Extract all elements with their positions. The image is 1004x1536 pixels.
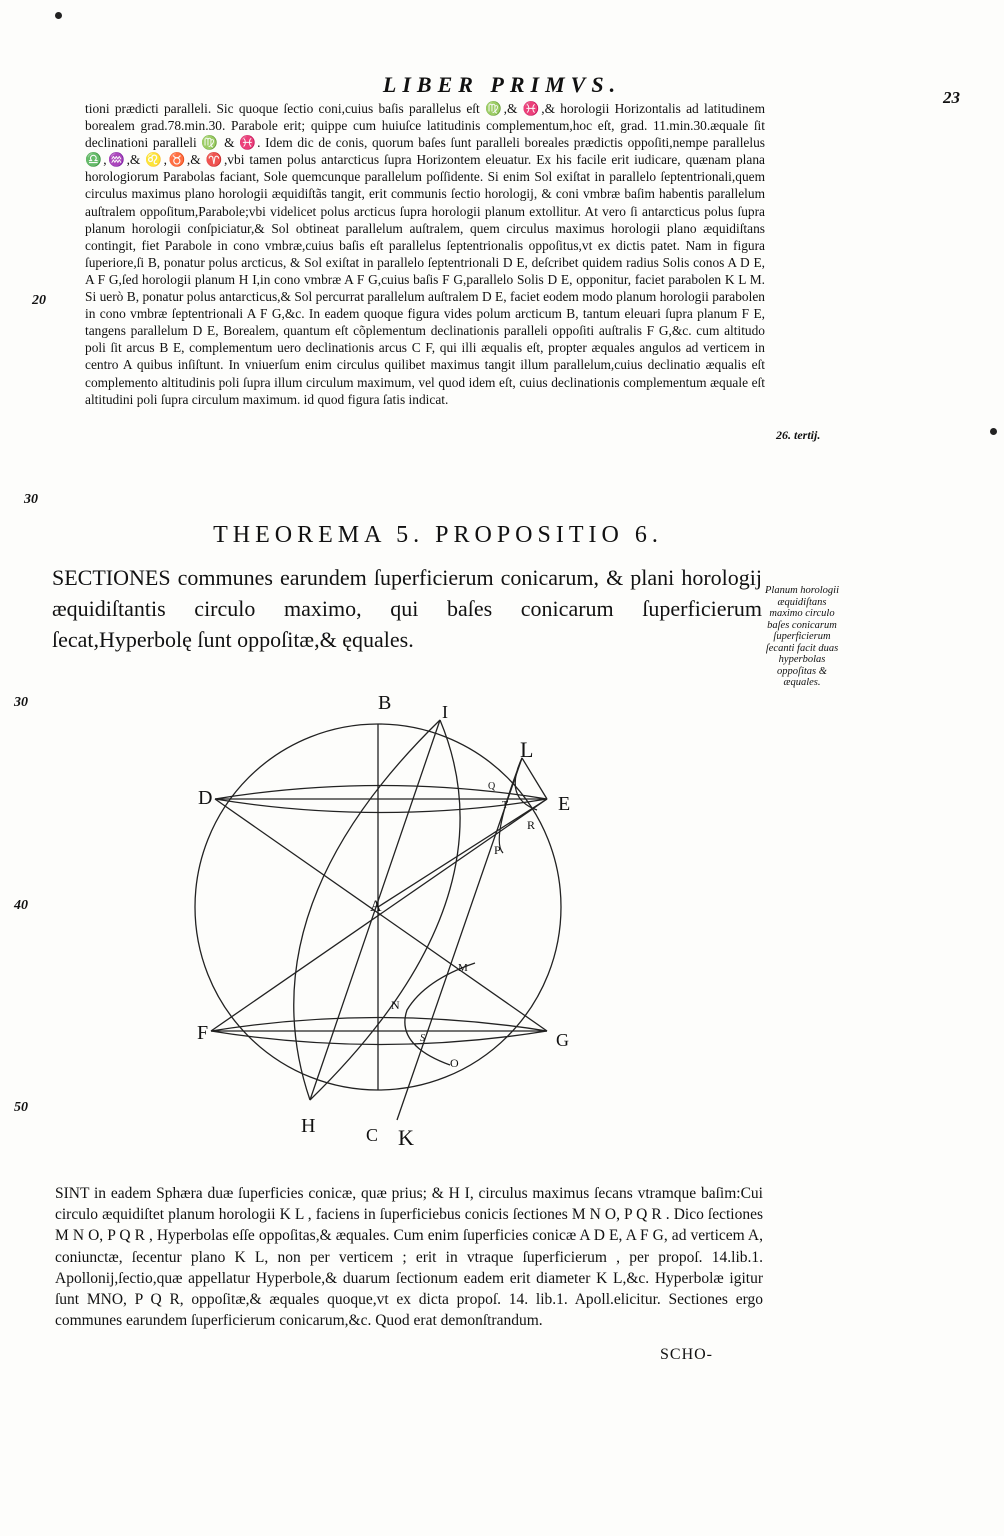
- parallel-fg-lower: [211, 1031, 547, 1045]
- line-l-e: [522, 758, 547, 799]
- figure-label-h: H: [301, 1115, 316, 1137]
- figure-label-g: G: [556, 1030, 569, 1050]
- line-number-30b: 30: [14, 695, 28, 710]
- figure-label-f: F: [197, 1022, 209, 1044]
- parallel-fg-upper: [211, 1018, 547, 1032]
- margin-sidenote: Planum horologii æquidiſtans maximo circulo baſes conicarum ſuperficierum ſecanti facit duas hyperbolas oppoſitas & æquales.: [765, 585, 839, 688]
- figure-label-i: I: [442, 702, 448, 722]
- figure-label-q: Q: [488, 781, 496, 792]
- line-number-30: 30: [24, 492, 38, 507]
- line-number-20: 20: [32, 293, 46, 308]
- ink-dot-right: [990, 428, 997, 435]
- margin-reference: 26. tertij.: [776, 428, 821, 442]
- line-number-50: 50: [14, 1100, 28, 1115]
- hyperbola-mno: [405, 963, 475, 1065]
- ink-dot: [55, 12, 62, 19]
- figure-label-n: N: [391, 998, 400, 1012]
- line-number-40: 40: [14, 898, 28, 913]
- figure-label-a: A: [370, 898, 382, 915]
- figure-label-c: C: [366, 1125, 379, 1145]
- figure-label-m: M: [458, 962, 468, 974]
- proof-paragraph: SINT in eadem Sphæra duæ ſuperficies conicæ, quæ prius; & H I, circulus maximus ſecans vtramque baſim:Cui circulo æquidiſtet planum horologii K L , faciens in ſuperficiebus conicis ſectiones M N O, P Q R . Dico ſectiones M N O, P Q R , Hyperbolas eſſe oppoſitas,& æquales. Cum enim ſuperficies conicæ A D E, A F G, ad verticem A, coniunctæ, ſecentur plano K L, non per verticem ; erit in vtraque ſuperficierum , per propoſ. 14.lib.1. Apollonij,ſectio,quæ appellatur Hyperbole,& duarum ſectionum eadem erit diameter K L,&c. Hyperbolæ igitur ſunt MNO, P Q R, oppoſitæ,& æquales quoque,vt ex dicta propoſ. 14. lib.1. Apoll.elicitur. Sectiones ergo communes earundem ſuperficierum conicarum,&c. Quod erat demonſtrandum.: [55, 1185, 763, 1330]
- figure-label-p: P: [494, 843, 501, 857]
- figure-label-r: R: [527, 818, 536, 832]
- figure-label-t: T: [502, 800, 509, 811]
- figure-label-s: S: [420, 1033, 425, 1044]
- figure-label-o: O: [450, 1056, 459, 1070]
- figure-label-e: E: [558, 793, 571, 815]
- parallel-de-lower: [215, 799, 547, 813]
- catchword: SCHO-: [660, 1346, 714, 1363]
- figure-label-l: L: [520, 737, 534, 762]
- figure-label-b: B: [378, 692, 392, 714]
- proposition-statement: SECTIONES communes earundem ſuperficierum conicarum, & plani horologij æquidiſtantis circulo maximo, qui baſes conicarum ſuperficierum ſecat,Hyperbolę ſunt oppoſitæ,& ęquales.: [52, 565, 762, 652]
- main-paragraph: tioni prædicti paralleli. Sic quoque ſectio coni,cuius baſis parallelus eſt ♍,& ♓,& horologii Horizontalis ad latitudinem borealem grad.78.min.30. Parabole erit; quippe cum huiuſce latitudinis complementum,hoc eſt, grad. 11.min.30.æquale ſit declinationi paralleli ♍ & ♓. Idem dic de conis, quorum baſes ſunt paralleli boreales prædictis oppoſiti,nempe parallelus ♎,♒,& ♌,♉,& ♈,vbi tamen polus antarcticus ſupra Horizontem eleuatur. Ex his facile erit iudicare, quænam plana horologiorum Parabolas faciant, Sole quemcunque parallelum poſſidente. Si enim Sol exiſtat in parallelo ſeptentrionali,quem circulus maximus plano horologii æquidiſtãs tangit, erit communis ſectio horologij, & coni vmbræ baſim habentis parallelum auſtralem oppoſitum,Parabole;vbi videlicet polus arcticus ſupra horologii planum extollitur. At vero ſi antarcticus polus ſupra planum horologii conſpiciatur,& Sol obtineat parallelum auſtralem, quem circulus maximus horologii plano æquidiſtans contingit, fiet Parabole in cono vmbræ,cuius baſis eſt parallelus ſeptentrionalis oppoſitus,vt ex dictis patet. Nam in figura ſuperiore,ſi B, ponatur polus arcticus, & Sol exiſtat in parallelo ſeptentrionali D E, deſcribet quidem radius Solis conos A D E, A F G,ſed horologii planum H I,in cono vmbræ A F G,cuius baſis F G,parallelo Solis D E, opponitur, faciet parabolen K L M. Si uerò B, ponatur polus antarcticus,& Sol percurrat parallelum auſtralem D E, faciet eodem modo planum horologii parabolen in cono vmbræ ſeptentrionali A F G,&c. In eadem quoque figura vides polum arcticum B, tantum eleuari ſupra planum F E, tangens parallelum D E, Borealem, quantum eſt cõplementum declinationis paralleli oppoſiti auſtralis F G,&c. cum altitudo poli ſit arcus B E, complementum uero declinationis arcus C F, qui illi æqualis eſt, propter æquales angulos ad verticem in centro A quibus inſiſtunt. In vniuerſum enim circulus quilibet maximus tangit illum parallelum,cuius declinatio æqualis eſt complemento altitudinis poli ſupra illum circulum maximum, vel quod idem eſt, cuius declinationis complementum æquale eſt altitudini poli ſupra circulum maximum. id quod figura ſatis indicat.: [85, 101, 765, 407]
- running-title: LIBER PRIMVS.: [382, 72, 622, 97]
- theorem-heading: THEOREMA 5. PROPOSITIO 6.: [213, 522, 663, 548]
- line-a-e: [378, 799, 547, 907]
- parallel-de-upper: [215, 786, 547, 800]
- geometric-figure: [185, 680, 605, 1150]
- figure-label-k: K: [398, 1125, 414, 1150]
- folio-number: 23: [943, 88, 960, 107]
- figure-label-d: D: [198, 787, 213, 809]
